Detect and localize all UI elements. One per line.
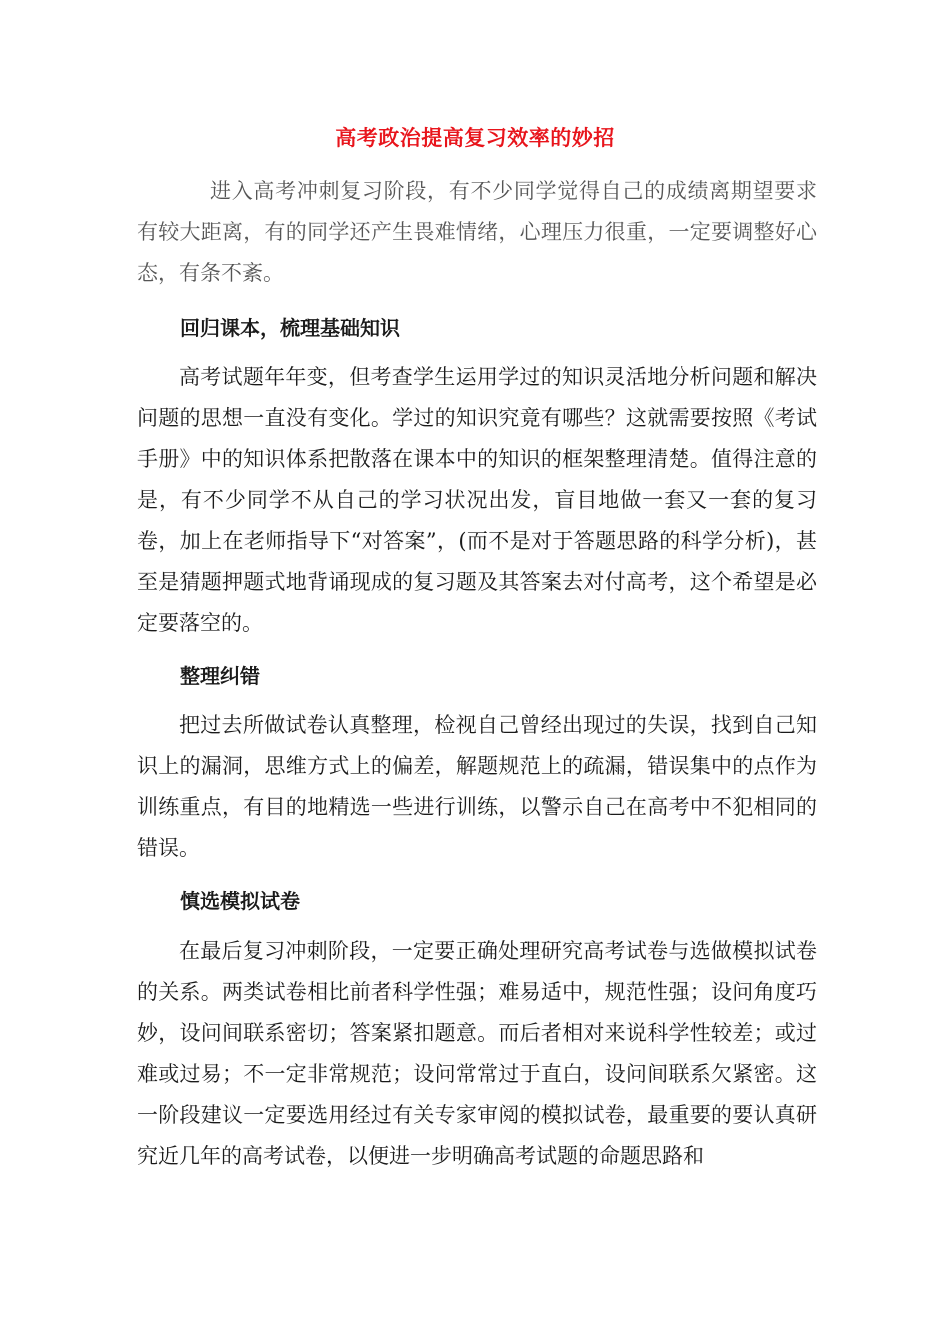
section-heading-correct-errors: 整理纠错 (180, 664, 260, 688)
section-heading-review-textbook: 回归课本，梳理基础知识 (180, 316, 400, 340)
section-body-mock-exams: 在最后复习冲刺阶段，一定要正确处理研究高考试卷与选做模拟试卷的关系。两类试卷相比前者科学性强；难易适中，规范性强；设问角度巧妙，设问间联系密切；答案紧扣题意。而后者相对来说科学性较差；或过难或过易；不一定非常规范；设问常常过于直白，设问间联系欠紧密。这一阶段建议一定要选用经过有关专家审阅的模拟试卷，最重要的要认真研究近几年的高考试卷，以便进一步明确高考试题的命题思路和 (137, 939, 817, 1168)
section-heading-mock-exams: 慎选模拟试卷 (180, 889, 300, 913)
document-title: 高考政治提高复习效率的妙招 (335, 125, 615, 150)
section-body-correct-errors: 把过去所做试卷认真整理，检视自己曾经出现过的失误，找到自己知识上的漏洞，思维方式上的偏差，解题规范上的疏漏，错误集中的点作为训练重点，有目的地精选一些进行训练，以警示自己在高考中不犯相同的错误。 (137, 713, 817, 860)
section-body-review-textbook: 高考试题年年变，但考查学生运用学过的知识灵活地分析问题和解决问题的思想一直没有变化。学过的知识究竟有哪些？这就需要按照《考试手册》中的知识体系把散落在课本中的知识的框架整理清楚。值得注意的是，有不少同学不从自己的学习状况出发，盲目地做一套又一套的复习卷，加上在老师指导下“对答案”，(而不是对于答题思路的科学分析)，甚至是猜题押题式地背诵现成的复习题及其答案去对付高考，这个希望是必定要落空的。 (137, 365, 817, 635)
intro-paragraph: 进入高考冲刺复习阶段，有不少同学觉得自己的成绩离期望要求有较大距离，有的同学还产生畏难情绪，心理压力很重，一定要调整好心态，有条不紊。 (137, 179, 817, 285)
